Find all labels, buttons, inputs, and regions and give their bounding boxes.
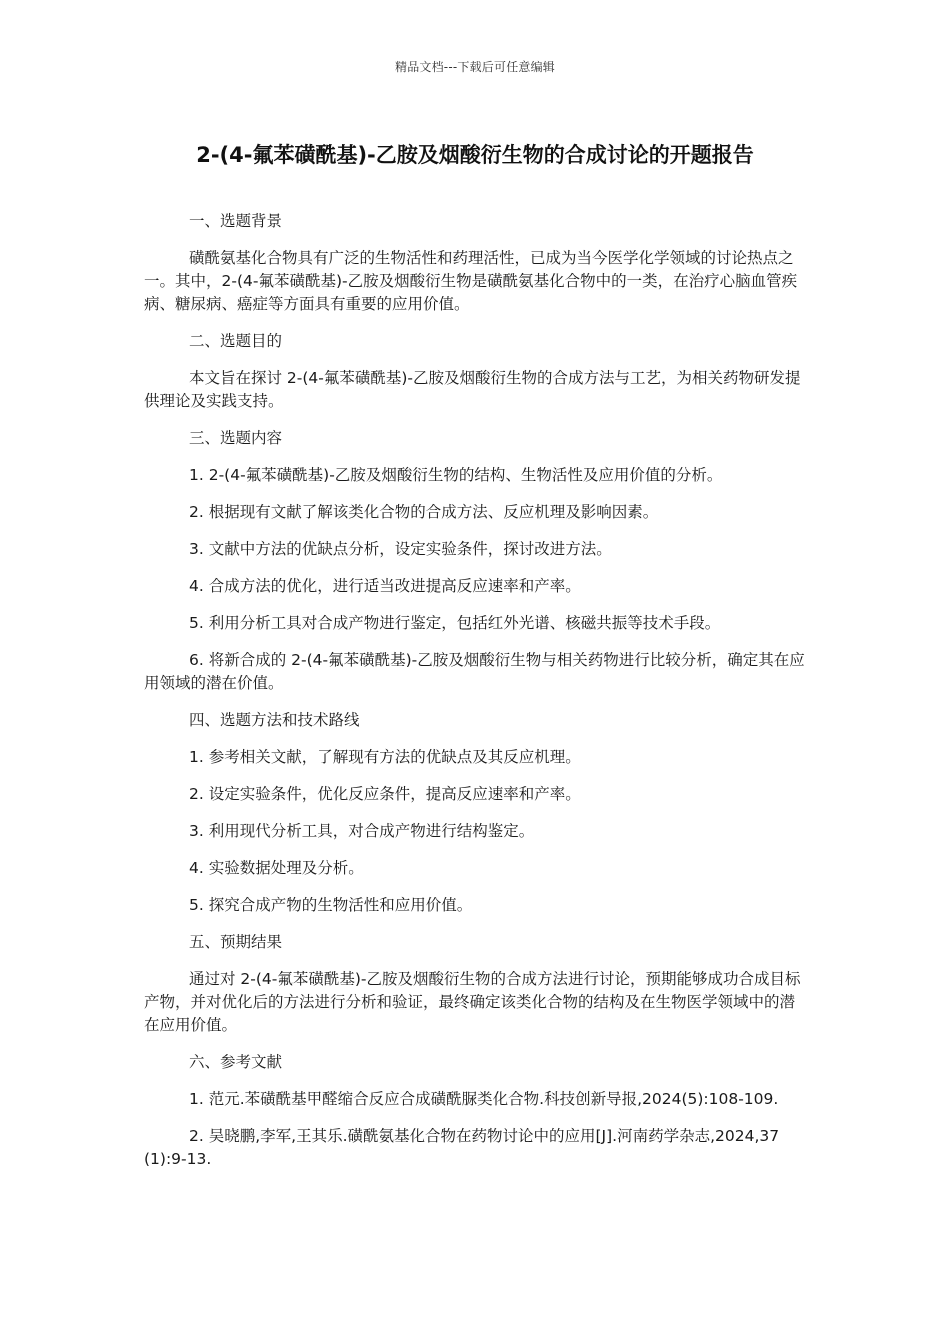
section-heading-background: 一、选题背景 (189, 212, 283, 230)
reference-item: 1. 范元.苯磺酰基甲醛缩合反应合成磺酰脲类化合物.科技创新导报,2024(5):108-109. (189, 1090, 779, 1108)
method-item: 4. 实验数据处理及分析。 (189, 859, 364, 877)
section-heading-expected: 五、预期结果 (189, 933, 283, 951)
method-item: 1. 参考相关文献，了解现有方法的优缺点及其反应机理。 (189, 748, 581, 766)
content-item: 2. 根据现有文献了解该类化合物的合成方法、反应机理及影响因素。 (189, 503, 659, 521)
document-title: 2-(4-氟苯磺酰基)-乙胺及烟酸衍生物的合成讨论的开题报告 (196, 143, 754, 167)
section-heading-purpose: 二、选题目的 (189, 332, 283, 350)
method-item: 3. 利用现代分析工具，对合成产物进行结构鉴定。 (189, 822, 535, 840)
method-item: 2. 设定实验条件，优化反应条件，提高反应速率和产率。 (189, 785, 581, 803)
content-item: 6. 将新合成的 2-(4-氟苯磺酰基)-乙胺及烟酸衍生物与相关药物进行比较分析，确定其在应用领域的潜在价值。 (144, 651, 805, 692)
document-body (144, 210, 806, 1185)
section-heading-method: 四、选题方法和技术路线 (189, 711, 360, 729)
content-item: 1. 2-(4-氟苯磺酰基)-乙胺及烟酸衍生物的结构、生物活性及应用价值的分析。 (189, 466, 723, 484)
method-item: 5. 探究合成产物的生物活性和应用价值。 (189, 896, 473, 914)
content-item: 4. 合成方法的优化，进行适当改进提高反应速率和产率。 (189, 577, 581, 595)
reference-item: 2. 吴晓鹏,李军,王其乐.磺酰氨基化合物在药物讨论中的应用[J].河南药学杂志,2024,37(1):9-13. (144, 1127, 780, 1168)
content-item: 5. 利用分析工具对合成产物进行鉴定，包括红外光谱、核磁共振等技术手段。 (189, 614, 721, 632)
paragraph-expected: 通过对 2-(4-氟苯磺酰基)-乙胺及烟酸衍生物的合成方法进行讨论，预期能够成功合成目标产物，并对优化后的方法进行分析和验证，最终确定该类化合物的结构及在生物医学领域中的潜在应用价值。 (144, 970, 801, 1034)
header-note: 精品文档---下载后可任意编辑 (395, 60, 555, 74)
section-heading-content: 三、选题内容 (189, 429, 283, 447)
section-heading-references: 六、参考文献 (189, 1053, 283, 1071)
content-item: 3. 文献中方法的优缺点分析，设定实验条件，探讨改进方法。 (189, 540, 612, 558)
paragraph-purpose: 本文旨在探讨 2-(4-氟苯磺酰基)-乙胺及烟酸衍生物的合成方法与工艺，为相关药物研发提供理论及实践支持。 (144, 369, 801, 410)
paragraph-background: 磺酰氨基化合物具有广泛的生物活性和药理活性，已成为当今医学化学领域的讨论热点之一。其中，2-(4-氟苯磺酰基)-乙胺及烟酸衍生物是磺酰氨基化合物中的一类，在治疗心脑血管疾病、糖尿病、癌症等方面具有重要的应用价值。 (144, 249, 798, 313)
